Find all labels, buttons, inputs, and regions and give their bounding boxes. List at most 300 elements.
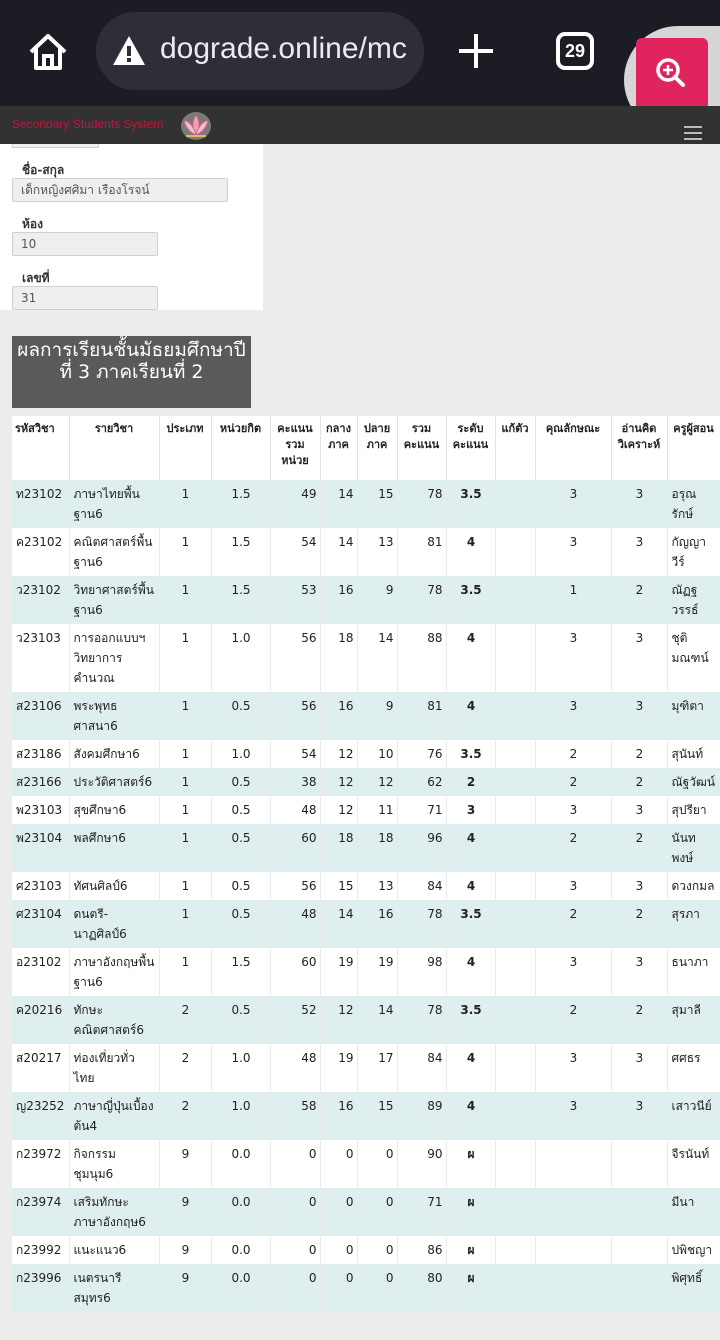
credit-cell: 1.0 — [211, 1092, 270, 1140]
credit-cell: 0.5 — [211, 824, 270, 872]
subject-name-cell: กิจกรรมชุมนุม6 — [69, 1140, 159, 1188]
trait-score-cell: 3 — [535, 692, 611, 740]
not-secure-warning-icon[interactable] — [112, 34, 146, 68]
subject-type-cell: 1 — [159, 796, 211, 824]
table-row — [12, 624, 720, 692]
subject-code-cell: ค20216 — [12, 996, 69, 1044]
grade-cell: 4 — [446, 692, 495, 740]
teacher-cell: สุมาลี — [667, 996, 720, 1044]
total-score-cell: 88 — [397, 624, 446, 692]
col-header-final: ปลายภาค — [357, 416, 397, 480]
reading-score-cell: 2 — [611, 768, 667, 796]
retake-cell — [495, 872, 535, 900]
trait-score-cell — [535, 1264, 611, 1312]
grade-cell: 3.5 — [446, 900, 495, 948]
col-header-subject: รายวิชา — [69, 416, 159, 480]
reading-score-cell: 3 — [611, 692, 667, 740]
teacher-cell: ดวงกมล — [667, 872, 720, 900]
unit-score-cell: 58 — [270, 1092, 320, 1140]
subject-type-cell: 2 — [159, 1044, 211, 1092]
retake-cell — [495, 692, 535, 740]
teacher-cell: สุรภา — [667, 900, 720, 948]
subject-code-cell: ส23106 — [12, 692, 69, 740]
grade-cell: 3.5 — [446, 480, 495, 528]
reading-score-cell: 3 — [611, 872, 667, 900]
reading-score-cell: 3 — [611, 1092, 667, 1140]
retake-cell — [495, 576, 535, 624]
grade-cell: 4 — [446, 624, 495, 692]
total-score-cell: 81 — [397, 692, 446, 740]
grades-body — [12, 480, 720, 1312]
teacher-cell: มีนา — [667, 1188, 720, 1236]
trait-score-cell: 2 — [535, 900, 611, 948]
midterm-score-cell: 12 — [320, 740, 357, 768]
credit-cell: 1.5 — [211, 576, 270, 624]
final-score-cell: 15 — [357, 480, 397, 528]
subject-code-cell: อ23102 — [12, 948, 69, 996]
number-input[interactable]: 31 — [12, 286, 158, 310]
subject-code-cell: พ23103 — [12, 796, 69, 824]
midterm-score-cell: 0 — [320, 1236, 357, 1264]
unit-score-cell: 54 — [270, 528, 320, 576]
trait-score-cell: 2 — [535, 824, 611, 872]
subject-code-cell: ก23974 — [12, 1188, 69, 1236]
credit-cell: 0.0 — [211, 1188, 270, 1236]
col-header-type: ประเภท — [159, 416, 211, 480]
site-title[interactable]: Secondary Students System — [12, 117, 164, 131]
final-score-cell: 16 — [357, 900, 397, 948]
col-header-code: รหัสวิชา — [12, 416, 69, 480]
subject-type-cell: 1 — [159, 740, 211, 768]
subject-type-cell: 2 — [159, 996, 211, 1044]
reading-score-cell — [611, 1264, 667, 1312]
subject-type-cell: 1 — [159, 948, 211, 996]
subject-code-cell: ศ23103 — [12, 872, 69, 900]
reading-score-cell — [611, 1236, 667, 1264]
credit-cell: 1.0 — [211, 740, 270, 768]
table-row — [12, 796, 720, 824]
subject-name-cell: พระพุทธศาสนา6 — [69, 692, 159, 740]
unit-score-cell: 54 — [270, 740, 320, 768]
credit-cell: 1.5 — [211, 528, 270, 576]
subject-code-cell: ก23992 — [12, 1236, 69, 1264]
subject-code-cell: ท23102 — [12, 480, 69, 528]
site-header — [0, 106, 720, 144]
lotus-logo — [178, 110, 214, 142]
subject-type-cell: 1 — [159, 692, 211, 740]
new-tab-plus-icon[interactable] — [455, 30, 497, 72]
total-score-cell: 80 — [397, 1264, 446, 1312]
trait-score-cell: 3 — [535, 948, 611, 996]
grade-cell: 3.5 — [446, 996, 495, 1044]
final-score-cell: 0 — [357, 1236, 397, 1264]
teacher-cell: ธนาภา — [667, 948, 720, 996]
final-score-cell: 13 — [357, 528, 397, 576]
menu-icon[interactable] — [684, 126, 702, 140]
final-score-cell: 0 — [357, 1264, 397, 1312]
total-score-cell: 86 — [397, 1236, 446, 1264]
reading-score-cell — [611, 1188, 667, 1236]
trait-score-cell — [535, 1140, 611, 1188]
credit-cell: 0.5 — [211, 796, 270, 824]
unit-score-cell: 48 — [270, 1044, 320, 1092]
subject-name-cell: ภาษาอังกฤษพื้นฐาน6 — [69, 948, 159, 996]
total-score-cell: 62 — [397, 768, 446, 796]
trait-score-cell — [535, 1188, 611, 1236]
subject-name-cell: เนตรนารีสมุทร6 — [69, 1264, 159, 1312]
total-score-cell: 89 — [397, 1092, 446, 1140]
credit-cell: 1.0 — [211, 624, 270, 692]
trait-score-cell: 3 — [535, 528, 611, 576]
teacher-cell: ณัฏฐวรรธ์ — [667, 576, 720, 624]
subject-type-cell: 1 — [159, 624, 211, 692]
grade-cell: 3 — [446, 796, 495, 824]
retake-cell — [495, 480, 535, 528]
final-score-cell: 17 — [357, 1044, 397, 1092]
grade-cell: 4 — [446, 1092, 495, 1140]
total-score-cell: 71 — [397, 1188, 446, 1236]
unit-score-cell: 60 — [270, 948, 320, 996]
unit-score-cell: 56 — [270, 624, 320, 692]
table-row — [12, 740, 720, 768]
midterm-score-cell: 12 — [320, 996, 357, 1044]
final-score-cell: 9 — [357, 576, 397, 624]
table-row — [12, 1236, 720, 1264]
subject-code-cell: พ23104 — [12, 824, 69, 872]
trait-score-cell: 3 — [535, 872, 611, 900]
unit-score-cell: 56 — [270, 872, 320, 900]
subject-name-cell: การออกแบบฯ วิทยาการคำนวณ — [69, 624, 159, 692]
unit-score-cell: 60 — [270, 824, 320, 872]
retake-cell — [495, 624, 535, 692]
teacher-cell: อรุณรักษ์ — [667, 480, 720, 528]
table-row — [12, 480, 720, 528]
retake-cell — [495, 740, 535, 768]
tab-switcher-button[interactable]: 29 — [556, 32, 594, 70]
teacher-cell: เสาวนีย์ — [667, 1092, 720, 1140]
retake-cell — [495, 900, 535, 948]
teacher-cell: สุปรียา — [667, 796, 720, 824]
reading-score-cell: 2 — [611, 576, 667, 624]
grades-header-row — [12, 416, 720, 480]
subject-code-cell: ก23996 — [12, 1264, 69, 1312]
trait-score-cell: 2 — [535, 740, 611, 768]
unit-score-cell: 48 — [270, 796, 320, 824]
retake-cell — [495, 948, 535, 996]
trait-score-cell — [535, 1236, 611, 1264]
subject-type-cell: 1 — [159, 576, 211, 624]
room-input[interactable]: 10 — [12, 232, 158, 256]
total-score-cell: 78 — [397, 996, 446, 1044]
total-score-cell: 81 — [397, 528, 446, 576]
final-score-cell: 0 — [357, 1140, 397, 1188]
midterm-score-cell: 18 — [320, 824, 357, 872]
subject-name-cell: เสริมทักษะภาษาอังกฤษ6 — [69, 1188, 159, 1236]
reading-score-cell — [611, 1140, 667, 1188]
trait-score-cell: 2 — [535, 996, 611, 1044]
teacher-cell: พิศุทธิ์ — [667, 1264, 720, 1312]
total-score-cell: 78 — [397, 900, 446, 948]
total-score-cell: 84 — [397, 872, 446, 900]
results-heading: ผลการเรียนชั้นมัธยมศึกษาปีที่ 3 ภาคเรียนที่ 2 — [12, 336, 251, 408]
table-row — [12, 1092, 720, 1140]
subject-code-cell: ส20217 — [12, 1044, 69, 1092]
subject-type-cell: 1 — [159, 872, 211, 900]
zoom-in-icon — [636, 38, 708, 110]
reading-score-cell: 3 — [611, 528, 667, 576]
subject-name-cell: แนะแนว6 — [69, 1236, 159, 1264]
grade-cell: 3.5 — [446, 576, 495, 624]
grade-cell: 4 — [446, 824, 495, 872]
unit-score-cell: 52 — [270, 996, 320, 1044]
trait-score-cell: 3 — [535, 1044, 611, 1092]
total-score-cell: 98 — [397, 948, 446, 996]
subject-code-cell: ว23102 — [12, 576, 69, 624]
subject-name-cell: ท่องเที่ยวทั่วไทย — [69, 1044, 159, 1092]
final-score-cell: 19 — [357, 948, 397, 996]
trait-score-cell: 2 — [535, 768, 611, 796]
credit-cell: 0.5 — [211, 692, 270, 740]
subject-code-cell: ญ23252 — [12, 1092, 69, 1140]
subject-code-cell: ค23102 — [12, 528, 69, 576]
trait-score-cell: 3 — [535, 796, 611, 824]
midterm-score-cell: 0 — [320, 1140, 357, 1188]
final-score-cell: 11 — [357, 796, 397, 824]
retake-cell — [495, 796, 535, 824]
url-text[interactable]: dograde.online/mc — [160, 32, 407, 65]
subject-name-cell: ทัศนศิลป์6 — [69, 872, 159, 900]
retake-cell — [495, 1044, 535, 1092]
grade-cell: 3.5 — [446, 740, 495, 768]
col-header-credit: หน่วยกิต — [211, 416, 270, 480]
subject-code-cell: ศ23104 — [12, 900, 69, 948]
unit-score-cell: 53 — [270, 576, 320, 624]
midterm-score-cell: 16 — [320, 692, 357, 740]
subject-name-cell: สังคมศึกษา6 — [69, 740, 159, 768]
table-row — [12, 576, 720, 624]
col-header-reading: อ่านคิดวิเคราะห์ — [611, 416, 667, 480]
reading-score-cell: 2 — [611, 996, 667, 1044]
subject-name-cell: วิทยาศาสตร์พื้นฐาน6 — [69, 576, 159, 624]
col-header-retake: แก้ตัว — [495, 416, 535, 480]
subject-type-cell: 9 — [159, 1140, 211, 1188]
subject-name-cell: ประวัติศาสตร์6 — [69, 768, 159, 796]
unit-score-cell: 0 — [270, 1264, 320, 1312]
col-header-grade: ระดับคะแนน — [446, 416, 495, 480]
retake-cell — [495, 1236, 535, 1264]
reading-score-cell: 2 — [611, 740, 667, 768]
subject-name-cell: ดนตรี-นาฏศิลป์6 — [69, 900, 159, 948]
subject-name-cell: ทักษะคณิตศาสตร์6 — [69, 996, 159, 1044]
final-score-cell: 18 — [357, 824, 397, 872]
table-row — [12, 1044, 720, 1092]
total-score-cell: 78 — [397, 480, 446, 528]
subject-code-cell: ก23972 — [12, 1140, 69, 1188]
trait-score-cell: 1 — [535, 576, 611, 624]
retake-cell — [495, 824, 535, 872]
subject-type-cell: 1 — [159, 528, 211, 576]
teacher-cell: ศศธร — [667, 1044, 720, 1092]
credit-cell: 1.0 — [211, 1044, 270, 1092]
retake-cell — [495, 996, 535, 1044]
teacher-cell: ชุติมณฑน์ — [667, 624, 720, 692]
subject-code-cell: ส23166 — [12, 768, 69, 796]
subject-code-cell: ส23186 — [12, 740, 69, 768]
credit-cell: 1.5 — [211, 948, 270, 996]
midterm-score-cell: 12 — [320, 768, 357, 796]
midterm-score-cell: 16 — [320, 576, 357, 624]
credit-cell: 0.5 — [211, 768, 270, 796]
grade-cell: ผ — [446, 1188, 495, 1236]
credit-cell: 0.5 — [211, 900, 270, 948]
midterm-score-cell: 15 — [320, 872, 357, 900]
subject-name-cell: พลศึกษา6 — [69, 824, 159, 872]
retake-cell — [495, 1092, 535, 1140]
subject-type-cell: 9 — [159, 1264, 211, 1312]
browser-toolbar — [0, 0, 720, 106]
trait-score-cell: 3 — [535, 1092, 611, 1140]
table-row — [12, 900, 720, 948]
total-score-cell: 78 — [397, 576, 446, 624]
col-header-midterm: กลางภาค — [320, 416, 357, 480]
teacher-cell: มุฑิตา — [667, 692, 720, 740]
grades-table — [12, 416, 720, 1312]
midterm-score-cell: 18 — [320, 624, 357, 692]
trait-score-cell: 3 — [535, 480, 611, 528]
teacher-cell: กัญญาวีร์ — [667, 528, 720, 576]
reading-score-cell: 3 — [611, 1044, 667, 1092]
table-row — [12, 872, 720, 900]
table-row — [12, 948, 720, 996]
credit-cell: 0.0 — [211, 1236, 270, 1264]
name-input[interactable]: เด็กหญิงศศิมา เรืองโรจน์ — [12, 178, 228, 202]
table-row — [12, 996, 720, 1044]
final-score-cell: 10 — [357, 740, 397, 768]
retake-cell — [495, 1140, 535, 1188]
midterm-score-cell: 19 — [320, 1044, 357, 1092]
col-header-trait: คุณลักษณะ — [535, 416, 611, 480]
teacher-cell: นันทพงษ์ — [667, 824, 720, 872]
reading-score-cell: 2 — [611, 824, 667, 872]
credit-cell: 0.0 — [211, 1264, 270, 1312]
final-score-cell: 15 — [357, 1092, 397, 1140]
zoom-in-button[interactable] — [636, 38, 708, 110]
grade-cell: ผ — [446, 1236, 495, 1264]
grade-cell: 4 — [446, 872, 495, 900]
subject-code-cell: ว23103 — [12, 624, 69, 692]
credit-cell: 0.5 — [211, 872, 270, 900]
unit-score-cell: 38 — [270, 768, 320, 796]
total-score-cell: 76 — [397, 740, 446, 768]
table-row — [12, 1140, 720, 1188]
table-row — [12, 1188, 720, 1236]
midterm-score-cell: 14 — [320, 900, 357, 948]
subject-type-cell: 1 — [159, 824, 211, 872]
grade-cell: 4 — [446, 1044, 495, 1092]
final-score-cell: 13 — [357, 872, 397, 900]
subject-name-cell: คณิตศาสตร์พื้นฐาน6 — [69, 528, 159, 576]
teacher-cell: ณัฐวัฒน์ — [667, 768, 720, 796]
retake-cell — [495, 528, 535, 576]
home-icon[interactable] — [26, 30, 70, 74]
unit-score-cell: 0 — [270, 1236, 320, 1264]
subject-type-cell: 1 — [159, 480, 211, 528]
credit-cell: 0.5 — [211, 996, 270, 1044]
final-score-cell: 14 — [357, 996, 397, 1044]
address-bar[interactable] — [96, 12, 424, 90]
final-score-cell: 0 — [357, 1188, 397, 1236]
col-header-total: รวมคะแนน — [397, 416, 446, 480]
final-score-cell: 14 — [357, 624, 397, 692]
unit-score-cell: 0 — [270, 1140, 320, 1188]
subject-name-cell: ภาษาญี่ปุ่นเบื้องต้น4 — [69, 1092, 159, 1140]
subject-name-cell: ภาษาไทยพื้นฐาน6 — [69, 480, 159, 528]
col-header-unit-score: คะแนนรวมหน่วย — [270, 416, 320, 480]
final-score-cell: 9 — [357, 692, 397, 740]
midterm-score-cell: 14 — [320, 528, 357, 576]
grade-cell: ผ — [446, 1140, 495, 1188]
trait-score-cell: 3 — [535, 624, 611, 692]
retake-cell — [495, 1264, 535, 1312]
total-score-cell: 90 — [397, 1140, 446, 1188]
credit-cell: 1.5 — [211, 480, 270, 528]
table-row — [12, 824, 720, 872]
credit-cell: 0.0 — [211, 1140, 270, 1188]
previous-field-input[interactable] — [12, 144, 99, 148]
room-label: ห้อง — [22, 217, 43, 231]
total-score-cell: 84 — [397, 1044, 446, 1092]
midterm-score-cell: 19 — [320, 948, 357, 996]
teacher-cell: จีรนันท์ — [667, 1140, 720, 1188]
retake-cell — [495, 768, 535, 796]
midterm-score-cell: 16 — [320, 1092, 357, 1140]
reading-score-cell: 3 — [611, 796, 667, 824]
unit-score-cell: 0 — [270, 1188, 320, 1236]
reading-score-cell: 3 — [611, 624, 667, 692]
subject-type-cell: 1 — [159, 900, 211, 948]
subject-type-cell: 2 — [159, 1092, 211, 1140]
reading-score-cell: 3 — [611, 948, 667, 996]
student-info-form — [0, 144, 263, 310]
col-header-teacher: ครูผู้สอน — [667, 416, 720, 480]
grade-cell: 4 — [446, 528, 495, 576]
midterm-score-cell: 0 — [320, 1188, 357, 1236]
midterm-score-cell: 12 — [320, 796, 357, 824]
table-row — [12, 692, 720, 740]
reading-score-cell: 3 — [611, 480, 667, 528]
final-score-cell: 12 — [357, 768, 397, 796]
reading-score-cell: 2 — [611, 900, 667, 948]
unit-score-cell: 49 — [270, 480, 320, 528]
subject-name-cell: สุขศึกษา6 — [69, 796, 159, 824]
number-label: เลขที่ — [22, 271, 50, 285]
midterm-score-cell: 14 — [320, 480, 357, 528]
grade-cell: ผ — [446, 1264, 495, 1312]
table-row — [12, 768, 720, 796]
subject-type-cell: 9 — [159, 1188, 211, 1236]
table-row — [12, 528, 720, 576]
unit-score-cell: 48 — [270, 900, 320, 948]
total-score-cell: 71 — [397, 796, 446, 824]
subject-type-cell: 9 — [159, 1236, 211, 1264]
retake-cell — [495, 1188, 535, 1236]
name-label: ชื่อ-สกุล — [22, 163, 65, 177]
teacher-cell: สุนันท์ — [667, 740, 720, 768]
grade-cell: 2 — [446, 768, 495, 796]
teacher-cell: ปพิชญา — [667, 1236, 720, 1264]
total-score-cell: 96 — [397, 824, 446, 872]
table-row — [12, 1264, 720, 1312]
